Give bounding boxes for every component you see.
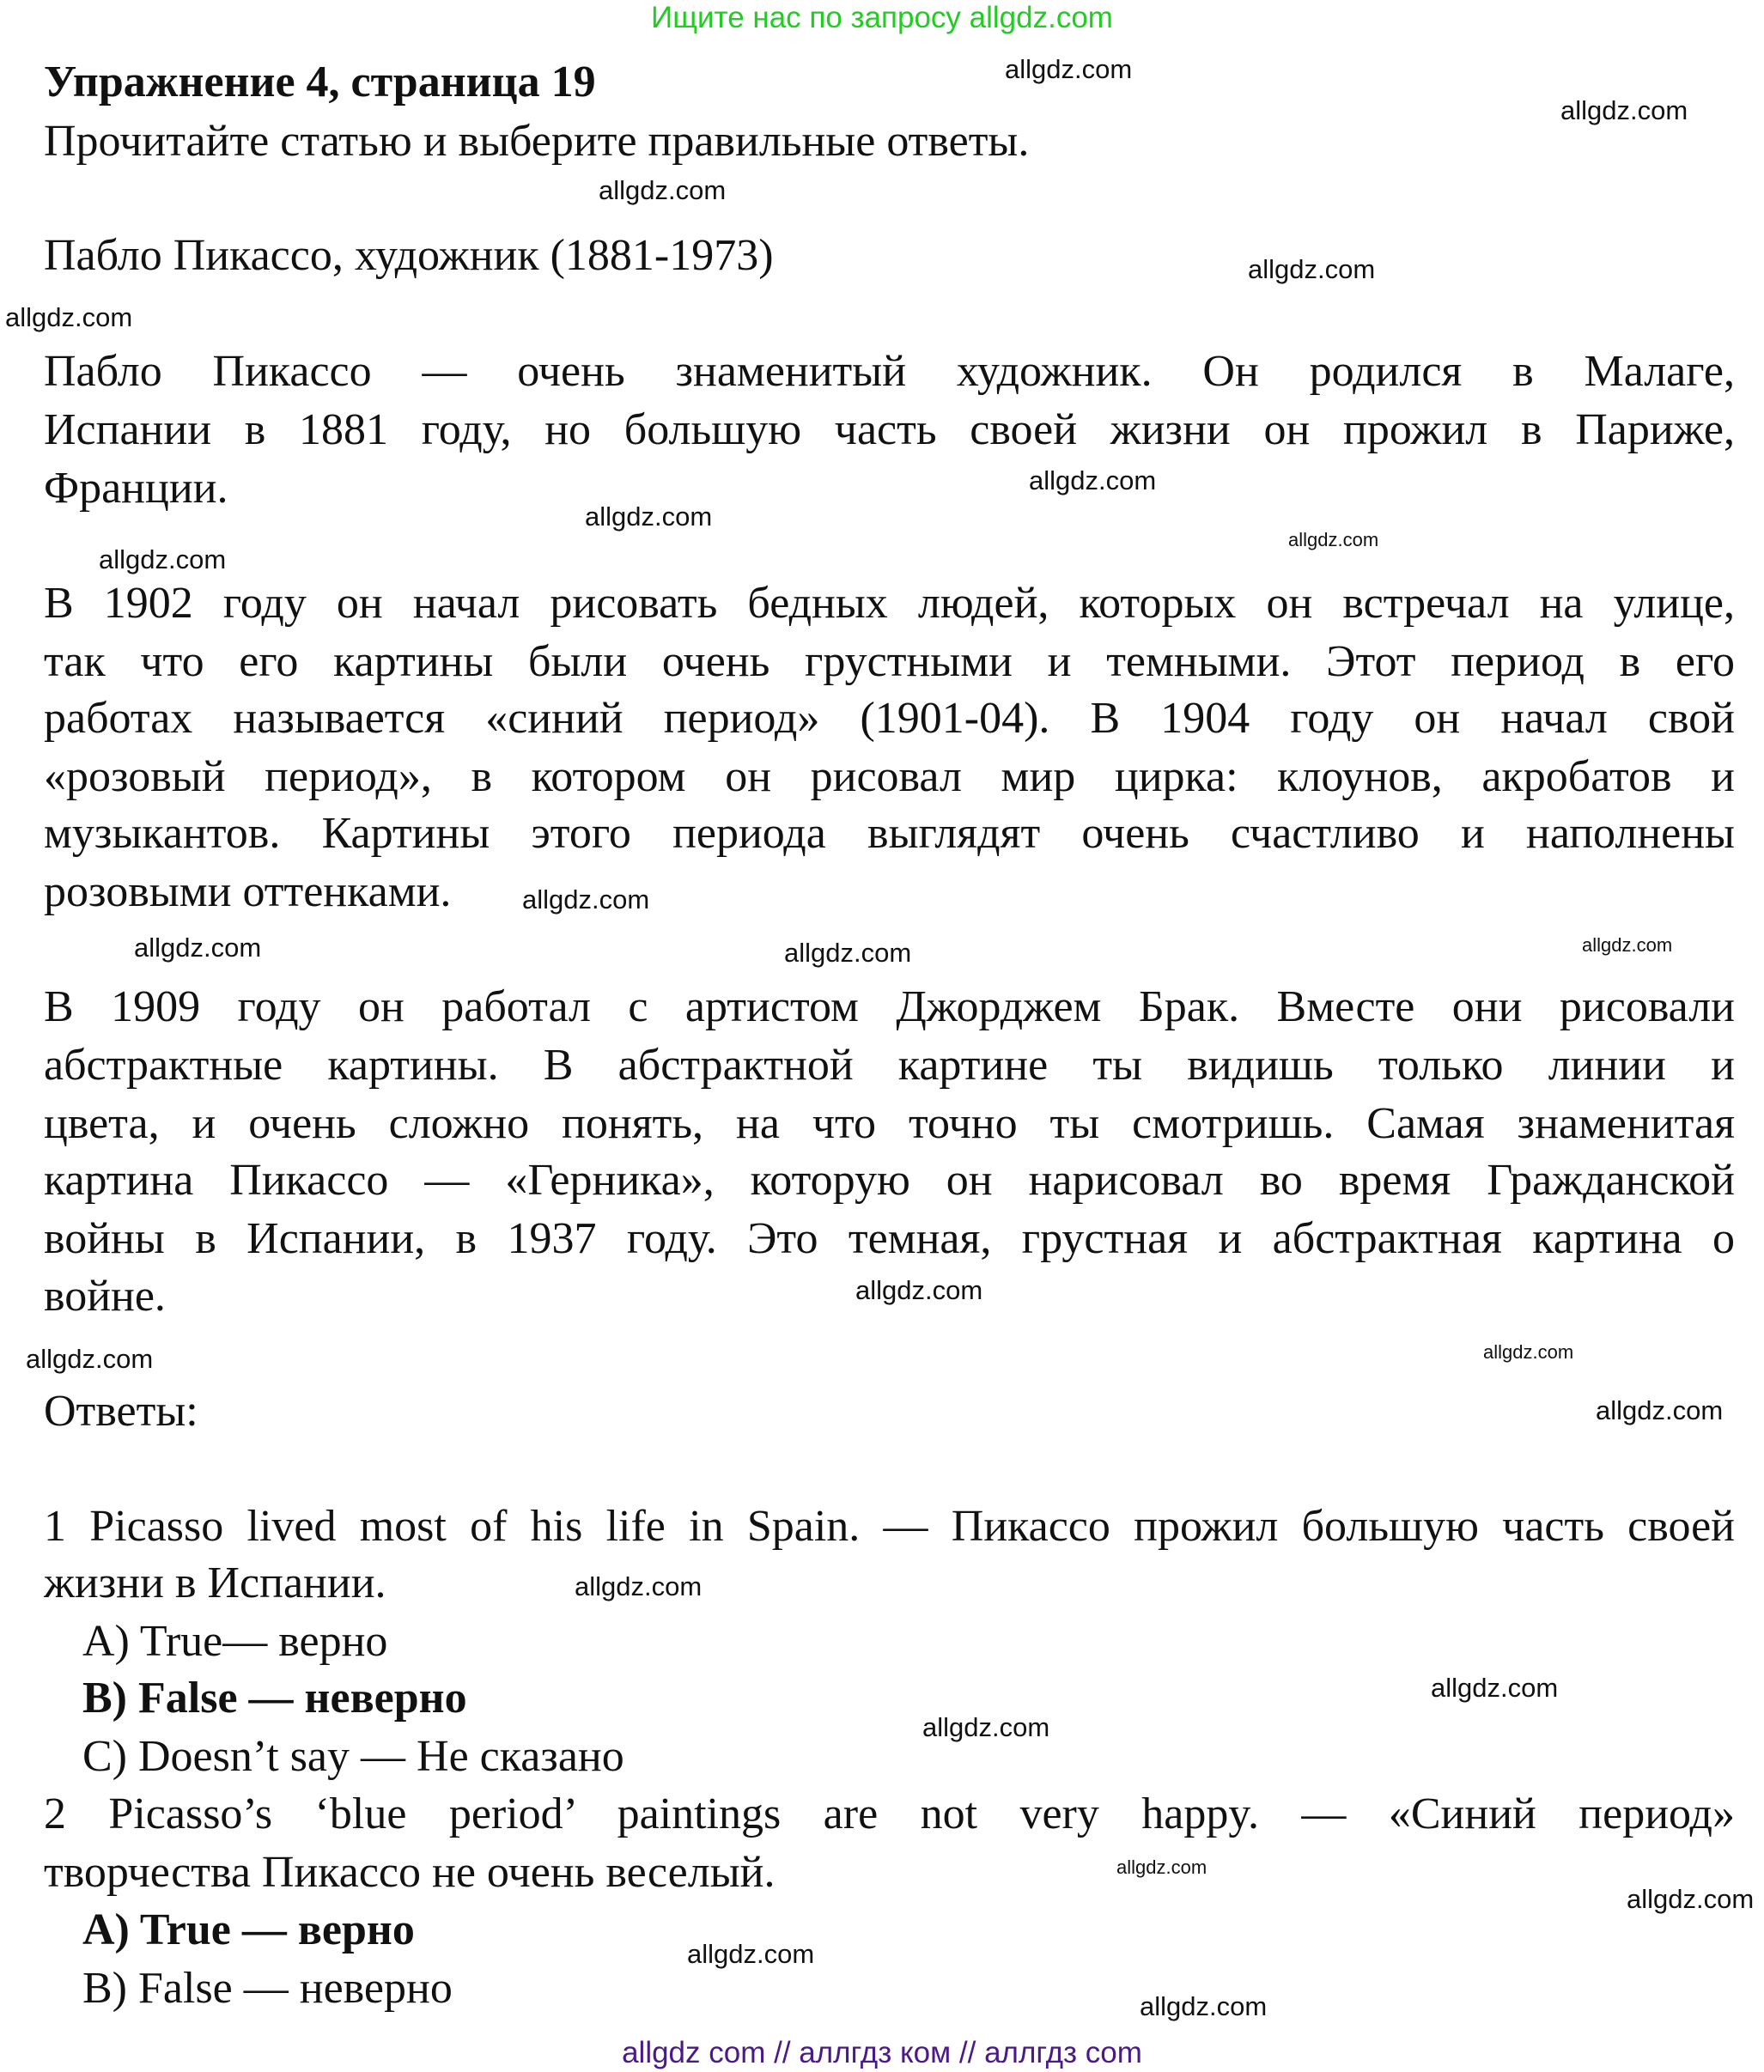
watermark: allgdz.com — [855, 1275, 983, 1305]
watermark: allgdz.com — [1005, 54, 1133, 84]
text-line: B) False — неверно — [82, 1964, 453, 2013]
text-line: A) True — верно — [82, 1905, 415, 1954]
watermark: allgdz.com — [599, 175, 727, 205]
text-line: Ответы: — [44, 1387, 198, 1436]
text-line: так что его картины были очень грустными и темными. Этот период в его — [44, 637, 1735, 686]
footer-watermark: allgdz com // аллгдз ком // аллгдз com — [622, 2036, 1142, 2069]
text-line: войны в Испании, в 1937 году. Это темная, грустная и абстрактная картина о — [44, 1214, 1735, 1263]
watermark: allgdz.com — [522, 884, 650, 914]
watermark: allgdz.com — [1483, 1341, 1574, 1363]
instruction: Прочитайте статью и выберите правильные ответы. — [44, 117, 1030, 166]
text-line: В 1902 году он начал рисовать бедных людей, которых он встречал на улице, — [44, 579, 1735, 628]
watermark: allgdz.com — [1248, 254, 1376, 284]
watermark: allgdz.com — [134, 933, 262, 963]
text-line: B) False — неверно — [82, 1674, 467, 1723]
text-line: розовыми оттенками. — [44, 867, 452, 916]
text-line: C) Doesn’t say — Не сказано — [82, 1732, 624, 1781]
watermark: allgdz.com — [1288, 529, 1379, 550]
watermark: allgdz.com — [1560, 95, 1688, 125]
watermark: allgdz.com — [1116, 1856, 1207, 1878]
watermark: allgdz.com — [1627, 1884, 1755, 1914]
watermark: allgdz.com — [784, 938, 912, 968]
watermark: allgdz.com — [1582, 934, 1673, 956]
text-line: абстрактные картины. В абстрактной картине ты видишь только линии и — [44, 1041, 1735, 1090]
text-line: Испании в 1881 году, но большую часть своей жизни он прожил в Париже, — [44, 405, 1735, 454]
watermark: allgdz.com — [575, 1571, 703, 1601]
text-line: Франции. — [44, 464, 228, 513]
article-heading: Пабло Пикассо, художник (1881-1973) — [44, 231, 774, 280]
text-line: картина Пикассо — «Герника», которую он нарисовал во время Гражданской — [44, 1156, 1735, 1205]
watermark: allgdz.com — [922, 1712, 1050, 1742]
watermark: allgdz.com — [585, 501, 713, 532]
text-line: A) True— верно — [82, 1617, 388, 1666]
watermark: allgdz.com — [687, 1939, 815, 1969]
text-line: В 1909 году он работал с артистом Джорджем Брак. Вместе они рисовали — [44, 982, 1735, 1031]
page-title: Упражнение 4, страница 19 — [44, 58, 596, 106]
text-line: музыкантов. Картины этого периода выглядят очень счастливо и наполнены — [44, 809, 1735, 858]
text-line: 2 Picasso’s ‘blue period’ paintings are not very happy. — «Синий период» — [44, 1789, 1735, 1838]
text-line: войне. — [44, 1272, 166, 1321]
watermark: allgdz.com — [26, 1344, 154, 1374]
text-line: творчества Пикассо не очень веселый. — [44, 1848, 776, 1897]
watermark: allgdz.com — [99, 544, 227, 574]
text-line: «розовый период», в котором он рисовал мир цирка: клоунов, акробатов и — [44, 752, 1735, 801]
text-line: 1 Picasso lived most of his life in Spain. — Пикассо прожил большую часть своей — [44, 1502, 1735, 1551]
text-line: работах называется «синий период» (1901-04). В 1904 году он начал свой — [44, 694, 1735, 743]
text-line: Пабло Пикассо — очень знаменитый художник. Он родился в Малаге, — [44, 347, 1735, 396]
text-line: жизни в Испании. — [44, 1559, 386, 1607]
search-banner: Ищите нас по запросу allgdz.com — [651, 1, 1113, 34]
watermark: allgdz.com — [1029, 465, 1157, 495]
watermark: allgdz.com — [1431, 1673, 1559, 1703]
watermark: allgdz.com — [1140, 1991, 1268, 2021]
text-line: цвета, и очень сложно понять, на что точно ты смотришь. Самая знаменитая — [44, 1099, 1735, 1148]
watermark: allgdz.com — [1596, 1395, 1724, 1425]
watermark: allgdz.com — [5, 302, 133, 332]
